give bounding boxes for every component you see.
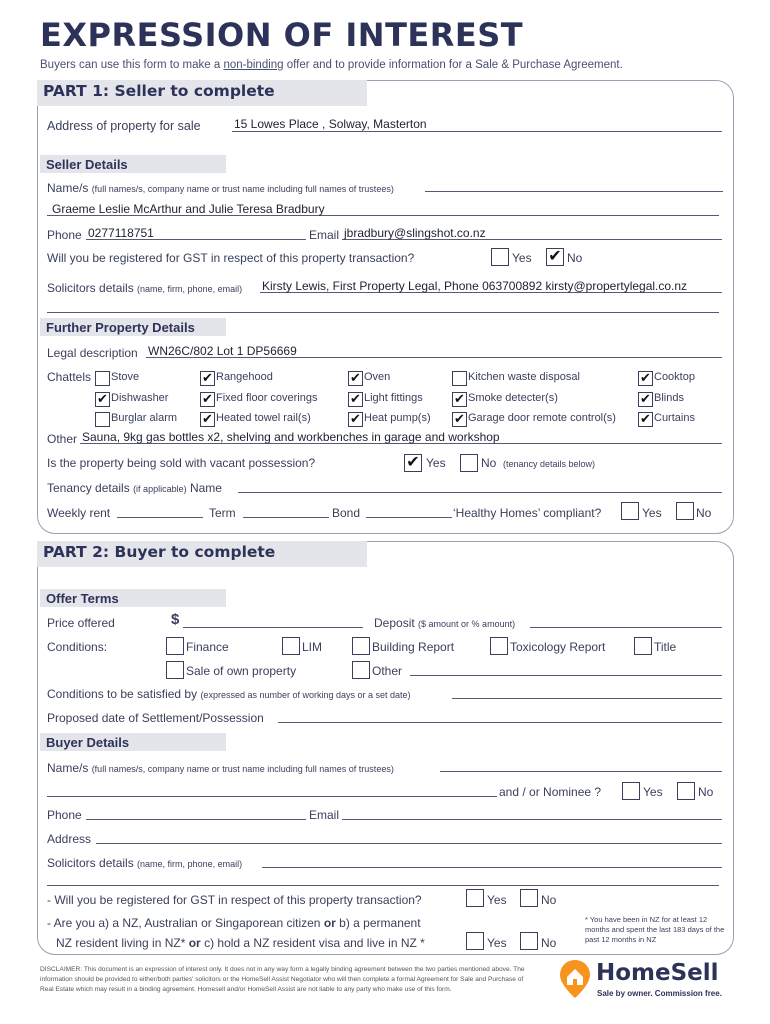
logo-name: HomeSell: [596, 960, 719, 986]
vacant-question: Is the property being sold with vacant possession?: [47, 456, 316, 470]
buyer-gst-yes-label: Yes: [487, 893, 507, 907]
seller-email-label: Email: [309, 228, 340, 242]
buyer-address-field[interactable]: [96, 843, 722, 844]
check-icon: ✔: [350, 370, 361, 385]
condition-checkbox[interactable]: [352, 637, 370, 655]
residency-no-label: No: [541, 936, 557, 950]
non-binding-link: non-binding: [223, 59, 284, 71]
healthy-yes-label: Yes: [642, 506, 662, 520]
bond-field[interactable]: [366, 517, 452, 518]
check-icon: ✔: [548, 248, 562, 265]
chattel-label: Stove: [111, 371, 140, 383]
chattel-checkbox[interactable]: [95, 392, 110, 407]
condition-checkbox[interactable]: [166, 637, 184, 655]
buyer-names-label: Name/s (full names/s, company name or trust name including full names of trustees): [47, 761, 394, 775]
part2-heading: PART 2: Buyer to complete: [37, 541, 367, 567]
nominee-yes-checkbox[interactable]: [622, 782, 640, 800]
condition-label: Toxicology Report: [510, 640, 606, 654]
check-icon: ✔: [640, 391, 651, 406]
chattel-checkbox[interactable]: [348, 412, 363, 427]
chattel-checkbox[interactable]: [200, 392, 215, 407]
part1-heading: PART 1: Seller to complete: [37, 80, 367, 106]
chattel-checkbox[interactable]: [638, 412, 653, 427]
condition-checkbox[interactable]: [282, 637, 300, 655]
chattel-label: Smoke detecter(s): [468, 392, 558, 404]
vacant-yes-checkbox[interactable]: [404, 454, 422, 472]
buyer-gst-question: - Will you be registered for GST in respect of this property transaction?: [47, 893, 422, 907]
buyer-email-label: Email: [309, 808, 340, 822]
residency-question-line2: NZ resident living in NZ* or c) hold a NZ resident visa and live in NZ *: [56, 936, 425, 950]
chattel-label: Light fittings: [364, 392, 423, 404]
disclaimer: DISCLAIMER: This document is an expression of interest only. It does not in any way form a legally binding agreement between the two parties mentioned above. The information should be provided to either/both parties' solicitors or the HomeSell Assist Negotiator who will then complete a formal Agreement for Sale and Purchase of Real Estate which may result in a binding agreement. Homesell and/or HomeSell Assist are not liable to any party who make use of this form.: [40, 966, 525, 993]
house-pin-icon: [558, 958, 592, 1000]
condition-label: Title: [654, 640, 677, 654]
chattel-label: Cooktop: [654, 371, 695, 383]
seller-gst-yes-checkbox[interactable]: [491, 248, 509, 266]
weekly-rent-field[interactable]: [117, 517, 203, 518]
offer-terms-heading: Offer Terms: [40, 589, 226, 607]
other-chattels-label: Other: [47, 432, 78, 446]
check-icon: ✔: [454, 391, 465, 406]
healthy-no-checkbox[interactable]: [676, 502, 694, 520]
residency-no-checkbox[interactable]: [520, 932, 538, 950]
check-icon: ✔: [640, 411, 651, 426]
seller-gst-question: Will you be registered for GST in respect of this property transaction?: [47, 251, 415, 265]
tenancy-note: (tenancy details below): [503, 459, 596, 469]
chattel-checkbox[interactable]: [348, 392, 363, 407]
condition-label: Sale of own property: [186, 664, 297, 678]
chattel-label: Oven: [364, 371, 391, 383]
chattel-checkbox[interactable]: [452, 392, 467, 407]
condition-checkbox[interactable]: [166, 661, 184, 679]
chattel-checkbox[interactable]: [638, 392, 653, 407]
check-icon: ✔: [202, 411, 213, 426]
nominee-label: and / or Nominee ?: [499, 785, 602, 799]
chattels-label: Chattels: [47, 370, 92, 384]
healthy-homes-label: ‘Healthy Homes’ compliant?: [453, 506, 602, 520]
chattel-label: Blinds: [654, 392, 684, 404]
condition-label: Other: [372, 664, 403, 678]
buyer-phone-label: Phone: [47, 808, 82, 822]
legal-description-value[interactable]: WN26C/802 Lot 1 DP56669: [148, 344, 297, 358]
chattel-label: Dishwasher: [111, 392, 169, 404]
chattel-checkbox[interactable]: [200, 371, 215, 386]
other-chattels-value[interactable]: Sauna, 9kg gas bottles x2, shelving and workbenches in garage and workshop: [82, 430, 500, 444]
chattel-checkbox[interactable]: [638, 371, 653, 386]
seller-names-value[interactable]: Graeme Leslie McArthur and Julie Teresa Bradbury: [52, 202, 325, 216]
seller-gst-no-checkbox[interactable]: [546, 248, 564, 266]
condition-label: Finance: [186, 640, 229, 654]
seller-details-heading: Seller Details: [40, 155, 226, 173]
seller-names-label: Name/s (full names/s, company name or trust name including full names of trustees): [47, 181, 394, 195]
chattel-label: Fixed floor coverings: [216, 392, 318, 404]
check-icon: ✔: [350, 391, 361, 406]
buyer-gst-no-label: No: [541, 893, 557, 907]
seller-solicitors-label: Solicitors details (name, firm, phone, email): [47, 281, 243, 295]
check-icon: ✔: [97, 391, 108, 406]
condition-label: Building Report: [372, 640, 455, 654]
residency-yes-label: Yes: [487, 936, 507, 950]
page-title: EXPRESSION OF INTEREST: [40, 16, 524, 54]
seller-gst-no-label: No: [567, 251, 583, 265]
residency-footnote: * You have been in NZ for at least 12 months and spent the last 183 days of the past 12 months in NZ: [585, 915, 725, 944]
tenancy-name-field[interactable]: [238, 492, 722, 493]
chattel-label: Burglar alarm: [111, 412, 178, 424]
check-icon: ✔: [202, 370, 213, 385]
price-offered-field[interactable]: [183, 627, 363, 628]
chattel-checkbox[interactable]: [452, 371, 467, 386]
check-icon: ✔: [350, 411, 361, 426]
condition-label: LIM: [302, 640, 323, 654]
conditions-satisfied-label: Conditions to be satisfied by (expressed as number of working days or a set date): [47, 687, 411, 701]
condition-checkbox[interactable]: [634, 637, 652, 655]
seller-solicitors-value[interactable]: Kirsty Lewis, First Property Legal, Phone 063700892 kirsty@propertylegal.co.nz: [262, 279, 688, 293]
chattel-label: Rangehood: [216, 371, 273, 383]
residency-question-line1: - Are you a) a NZ, Australian or Singaporean citizen or b) a permanent: [47, 916, 421, 930]
settlement-field[interactable]: [278, 722, 722, 723]
address-value[interactable]: 15 Lowes Place , Solway, Masterton: [234, 117, 427, 131]
buyer-phone-field[interactable]: [86, 819, 306, 820]
buyer-address-label: Address: [47, 832, 92, 846]
vacant-yes-label: Yes: [426, 456, 446, 470]
healthy-no-label: No: [696, 506, 712, 520]
chattel-label: Garage door remote control(s): [468, 412, 616, 424]
chattel-checkbox[interactable]: [95, 371, 110, 386]
vacant-no-checkbox[interactable]: [460, 454, 478, 472]
chattel-label: Heat pump(s): [364, 412, 431, 424]
conditions-label: Conditions:: [47, 640, 108, 654]
tenancy-label: Tenancy details (if applicable) Name: [47, 481, 222, 495]
homesell-logo: [556, 958, 736, 1004]
bond-label: Bond: [332, 506, 361, 520]
chattel-label: Curtains: [654, 412, 695, 424]
other-condition-field[interactable]: [410, 675, 722, 676]
address-label: Address of property for sale: [47, 119, 201, 133]
buyer-email-field[interactable]: [342, 819, 722, 820]
seller-phone-label: Phone: [47, 228, 82, 242]
further-property-heading: Further Property Details: [40, 318, 226, 336]
legal-description-label: Legal description: [47, 346, 138, 360]
settlement-label: Proposed date of Settlement/Possession: [47, 711, 264, 725]
buyer-solicitors-field[interactable]: [262, 867, 722, 868]
check-icon: ✔: [454, 411, 465, 426]
buyer-names-field-2[interactable]: [47, 796, 497, 797]
chattel-checkbox[interactable]: [348, 371, 363, 386]
condition-checkbox[interactable]: [490, 637, 508, 655]
buyer-solicitors-field-2[interactable]: [47, 885, 719, 886]
deposit-field[interactable]: [530, 627, 722, 628]
chattel-label: Kitchen waste disposal: [468, 371, 580, 383]
page-subtitle: Buyers can use this form to make a non-binding offer and to provide information for a Sale & Purchase Agreement.: [40, 59, 623, 71]
nominee-yes-label: Yes: [643, 785, 663, 799]
buyer-gst-yes-checkbox[interactable]: [466, 889, 484, 907]
check-icon: ✔: [406, 454, 420, 471]
buyer-gst-no-checkbox[interactable]: [520, 889, 538, 907]
deposit-label: Deposit ($ amount or % amount): [374, 616, 516, 630]
seller-email-value[interactable]: jbradbury@slingshot.co.nz: [344, 226, 486, 240]
buyer-solicitors-label: Solicitors details (name, firm, phone, email): [47, 856, 243, 870]
chattel-label: Heated towel rail(s): [216, 412, 311, 424]
nominee-no-label: No: [698, 785, 714, 799]
healthy-yes-checkbox[interactable]: [621, 502, 639, 520]
nominee-no-checkbox[interactable]: [677, 782, 695, 800]
dollar-sign: $: [171, 611, 180, 628]
conditions-satisfied-field[interactable]: [452, 698, 722, 699]
buyer-details-heading: Buyer Details: [40, 733, 226, 751]
vacant-no-label: No: [481, 456, 497, 470]
chattel-checkbox[interactable]: [95, 412, 110, 427]
term-field[interactable]: [243, 517, 329, 518]
price-offered-label: Price offered: [47, 616, 115, 630]
chattel-checkbox[interactable]: [452, 412, 467, 427]
check-icon: ✔: [640, 370, 651, 385]
weekly-rent-label: Weekly rent: [47, 506, 111, 520]
check-icon: ✔: [202, 391, 213, 406]
term-label: Term: [209, 506, 236, 520]
condition-checkbox[interactable]: [352, 661, 370, 679]
seller-phone-value[interactable]: 0277118751: [88, 226, 154, 240]
chattel-checkbox[interactable]: [200, 412, 215, 427]
logo-tagline: Sale by owner. Commission free.: [597, 989, 722, 998]
seller-gst-yes-label: Yes: [512, 251, 532, 265]
buyer-names-field[interactable]: [440, 771, 722, 772]
residency-yes-checkbox[interactable]: [466, 932, 484, 950]
